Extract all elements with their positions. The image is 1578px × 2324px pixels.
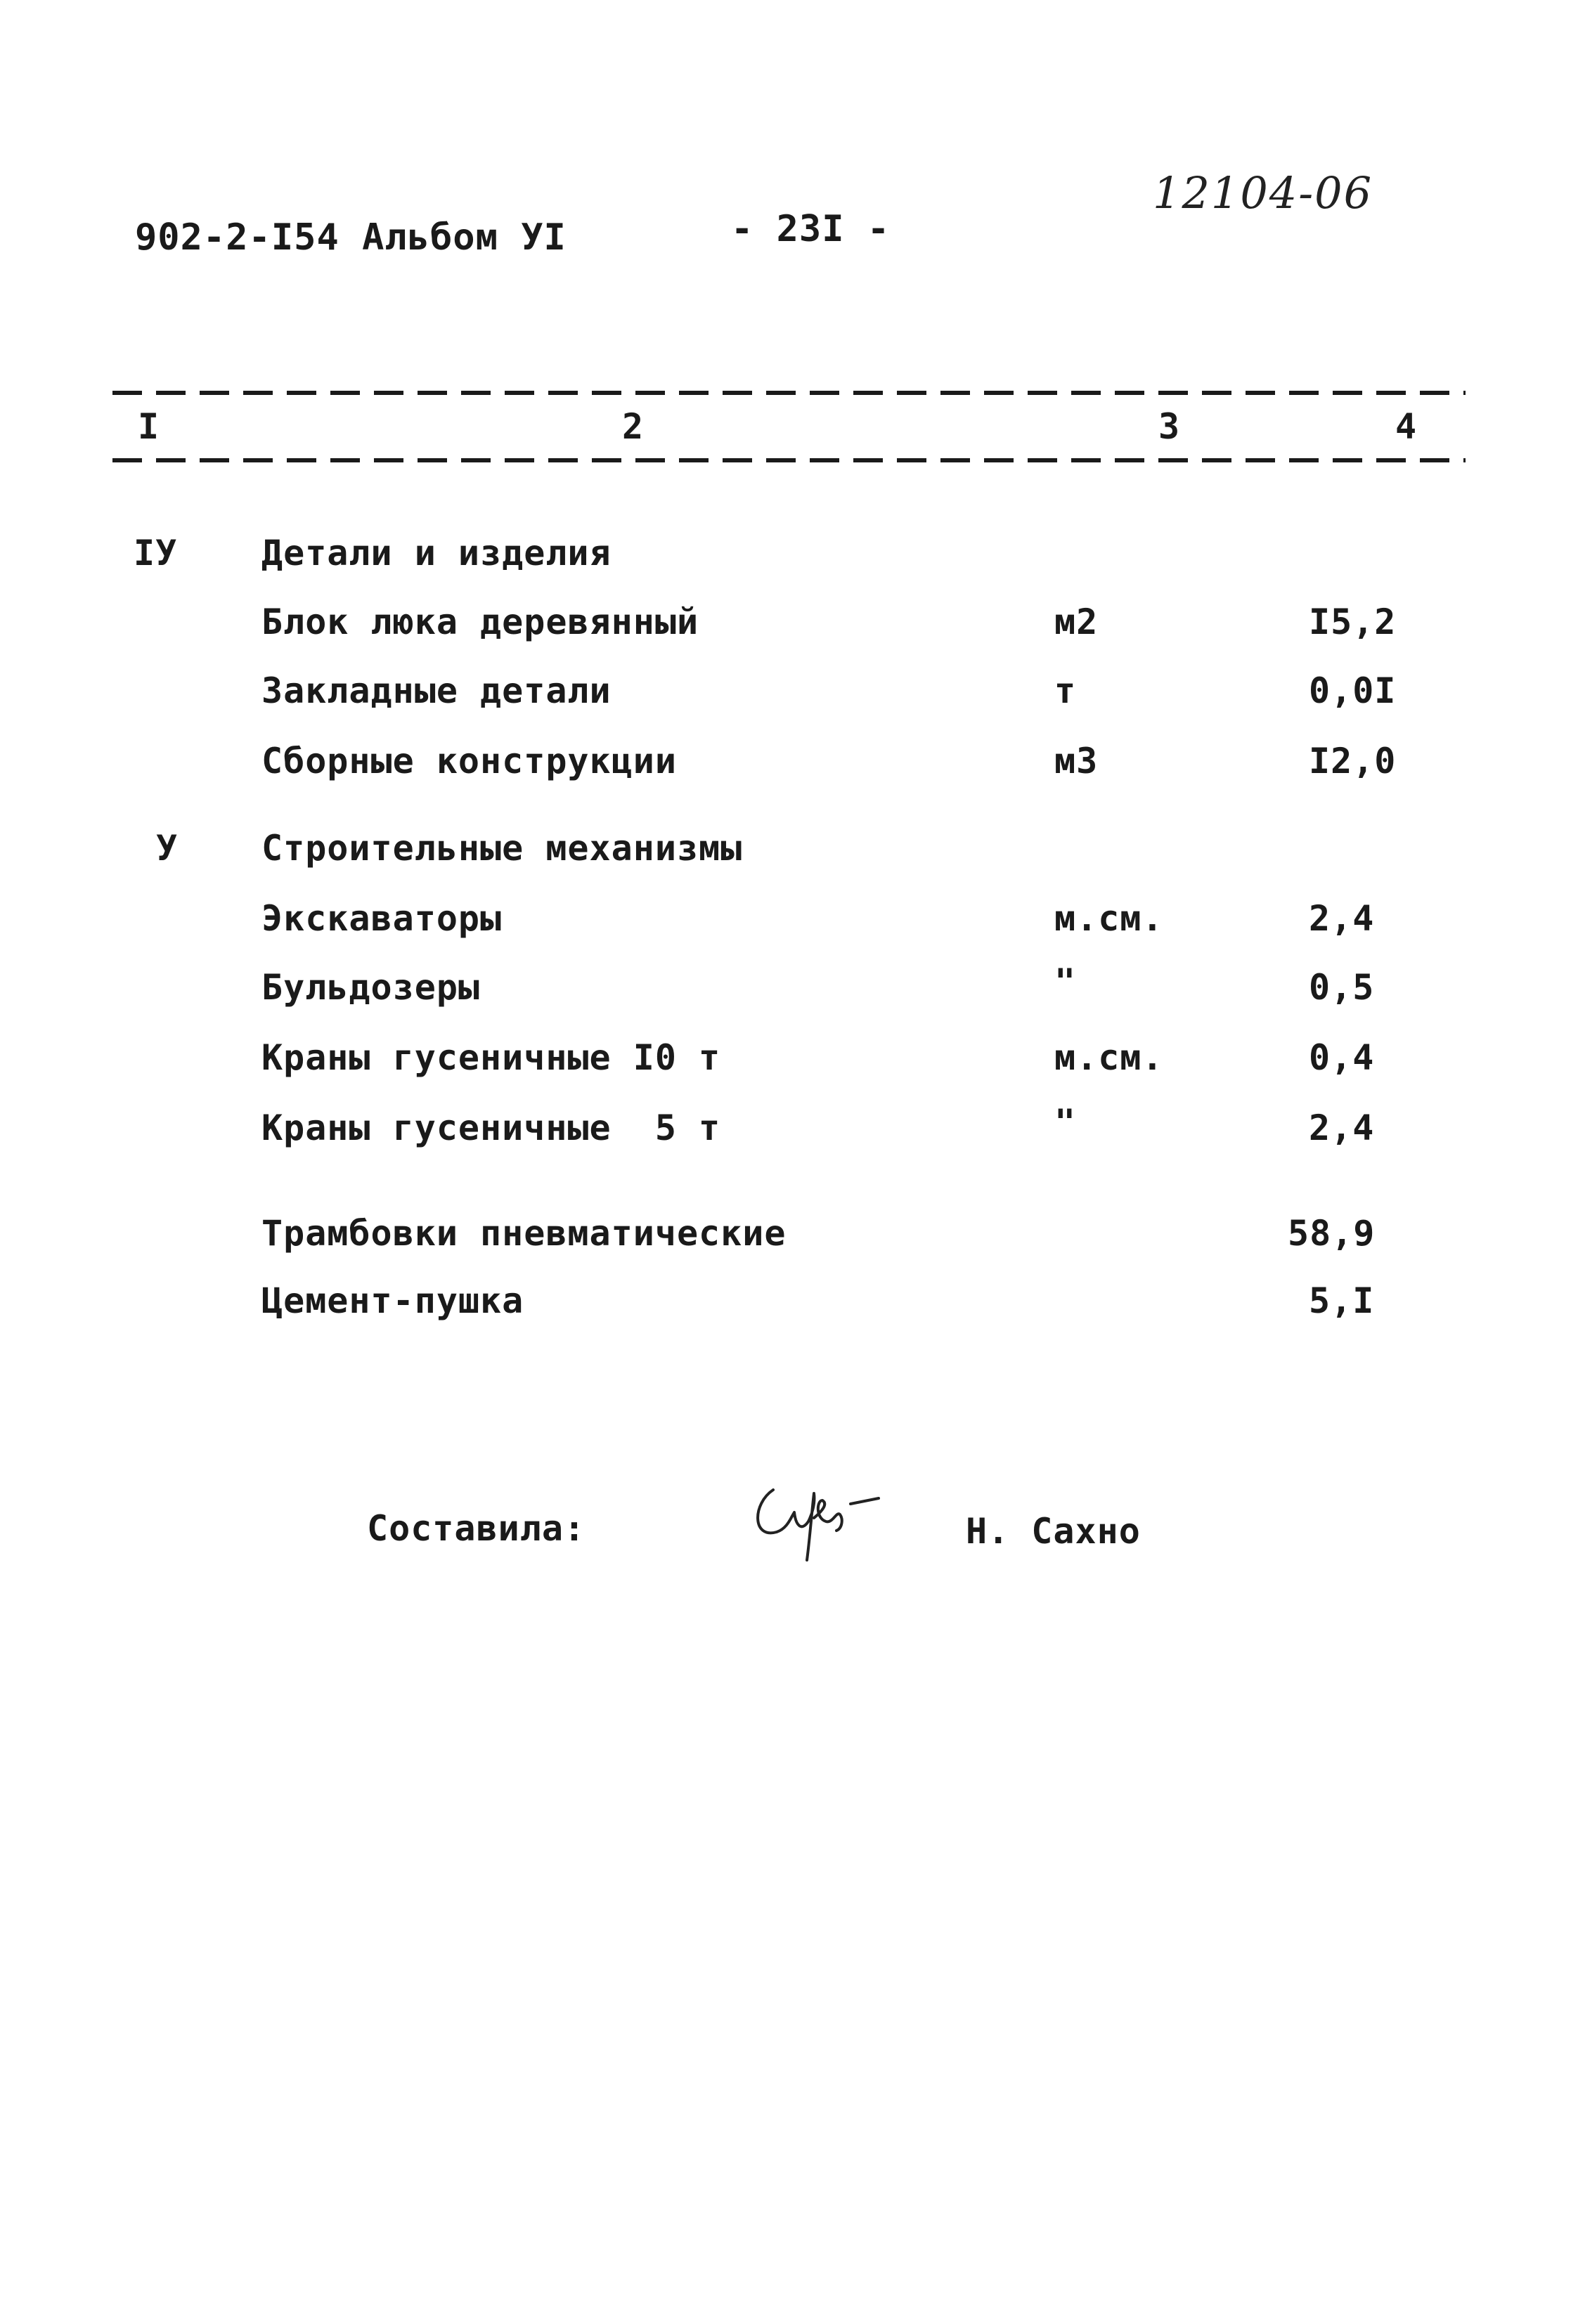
row-value: 58,9	[1288, 1213, 1376, 1254]
row-value: 0,5	[1309, 967, 1375, 1008]
row-unit: т	[1054, 670, 1077, 711]
row-name: Закладные детали	[261, 670, 612, 711]
row-name: Блок люка деревянный	[261, 602, 699, 642]
compiler-name: Н. Сахно	[966, 1511, 1141, 1552]
row-unit: "	[1054, 1102, 1077, 1143]
row-unit: "	[1054, 961, 1077, 1002]
row-name: Сборные конструкции	[261, 741, 677, 781]
table-header-rule	[112, 458, 1466, 462]
table-top-rule	[112, 391, 1466, 395]
column-header-2: 2	[622, 406, 645, 447]
row-name: Трамбовки пневматические	[261, 1213, 787, 1254]
row-unit: м3	[1054, 741, 1099, 781]
section-title: Детали и изделия	[261, 533, 612, 573]
handwritten-number: 12104-06	[1153, 167, 1373, 219]
row-name: Краны гусеничные I0 т	[261, 1037, 721, 1078]
row-unit: м.см.	[1054, 898, 1164, 939]
row-value: 5,I	[1309, 1280, 1375, 1321]
compiled-by-label: Составила:	[367, 1508, 586, 1549]
row-value: 0,4	[1309, 1037, 1375, 1078]
signature	[745, 1462, 900, 1567]
row-name: Бульдозеры	[261, 967, 481, 1008]
column-header-1: I	[138, 406, 160, 447]
section-code: У	[156, 828, 179, 869]
row-name: Экскаваторы	[261, 898, 503, 939]
page-number: - 23I -	[731, 208, 891, 250]
row-unit: м2	[1054, 602, 1099, 642]
section-title: Строительные механизмы	[261, 828, 743, 869]
row-value: 2,4	[1309, 898, 1375, 939]
row-name: Краны гусеничные 5 т	[261, 1108, 721, 1148]
row-value: I2,0	[1309, 741, 1397, 781]
row-value: 0,0I	[1309, 670, 1397, 711]
document-code: 902-2-I54 Альбом УI	[135, 216, 567, 259]
row-unit: м.см.	[1054, 1037, 1164, 1078]
row-value: 2,4	[1309, 1108, 1375, 1148]
column-header-4: 4	[1395, 406, 1418, 447]
row-name: Цемент-пушка	[261, 1280, 524, 1321]
section-code: IУ	[134, 533, 178, 573]
row-value: I5,2	[1309, 602, 1397, 642]
column-header-3: 3	[1158, 406, 1181, 447]
